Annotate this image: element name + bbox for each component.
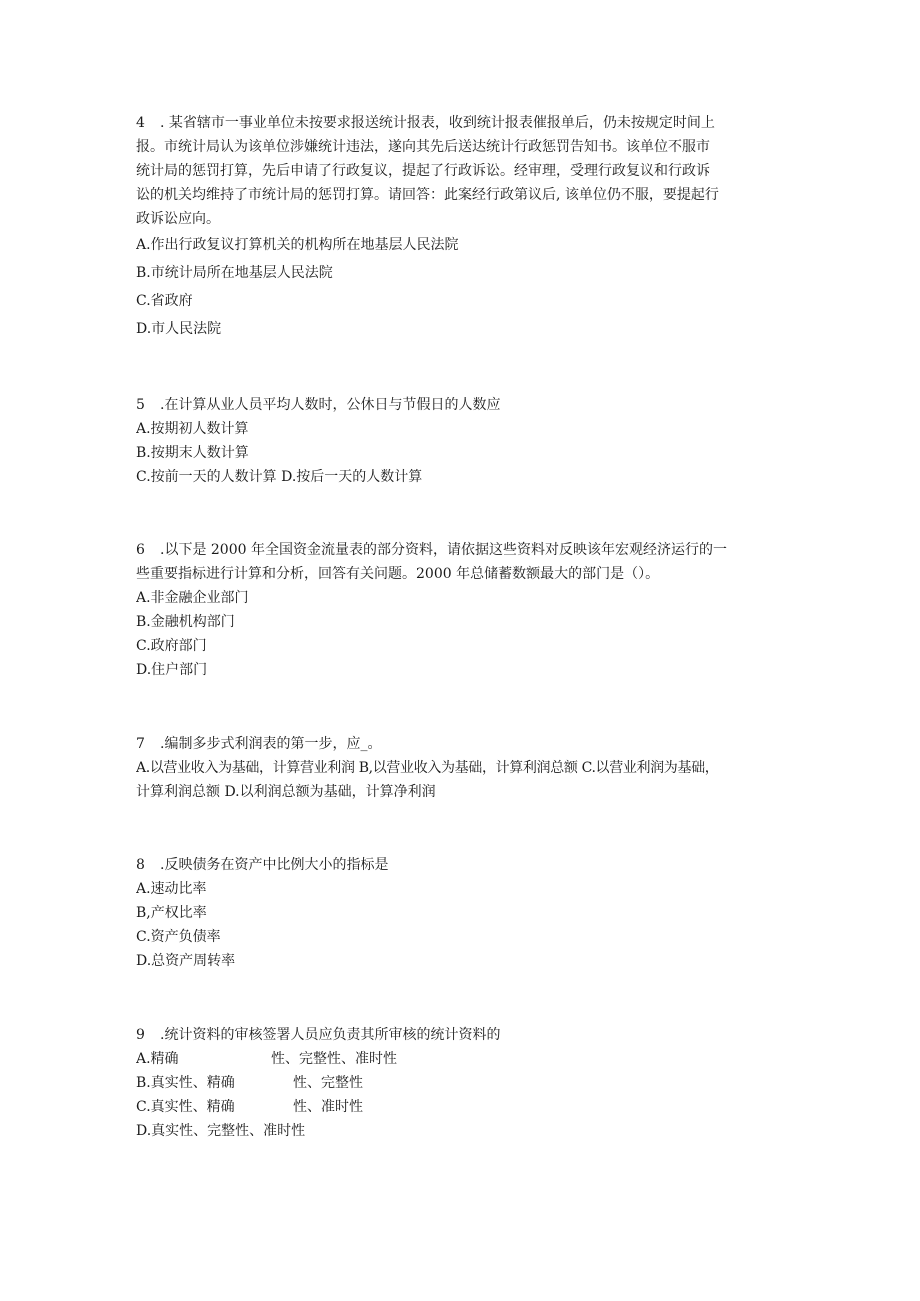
option-a: A.精确 性、完整性、准时性 xyxy=(136,1051,397,1067)
question-6 xyxy=(136,538,808,682)
option-c: C.真实性、精确 性、准时性 xyxy=(136,1099,363,1115)
option-line: A.以营业收入为基础，计算营业利润 B,以营业收入为基础，计算利润总额 C.以营业利润为基础， xyxy=(136,760,719,776)
option-d: D.市人民法院 xyxy=(136,321,222,337)
question-number: 5 xyxy=(136,397,145,413)
question-stem-line: 8 .反映债务在资产中比例大小的指标是 xyxy=(136,853,808,877)
option-b: B.按期末人数计算 xyxy=(136,445,249,461)
question-stem-line: 4 . 某省辖市一事业单位未按要求报送统计报表，收到统计报表催报单后，仍未按规定时间上 xyxy=(136,111,808,135)
question-number: 6 xyxy=(136,542,145,558)
option-c: C.资产负债率 xyxy=(136,929,221,945)
option-b: B.金融机构部门 xyxy=(136,614,235,630)
question-stem-line: 6 .以下是 2000 年全国资金流量表的部分资料，请依据这些资料对反映该年宏观经济运行的一 xyxy=(136,538,808,562)
question-stem-line: 讼的机关均维持了市统计局的惩罚打算。请回答：此案经行政第议后, 该单位仍不服，要提起行 xyxy=(136,187,719,203)
question-9 xyxy=(136,1023,808,1143)
question-number: 4 xyxy=(136,115,145,131)
question-7 xyxy=(136,732,808,804)
option-b: B.真实性、精确 性、完整性 xyxy=(136,1075,363,1091)
question-stem-line: 报。市统计局认为该单位涉嫌统计违法，遂向其先后送达统计行政惩罚告知书。该单位不服市 xyxy=(136,139,710,155)
option-d: D.总资产周转率 xyxy=(136,953,236,969)
question-8 xyxy=(136,853,808,973)
option-a: A.速动比率 xyxy=(136,881,207,897)
question-number: 7 xyxy=(136,736,145,752)
question-stem-line: 政诉讼应向。 xyxy=(136,211,220,227)
option-c-d: C.按前一天的人数计算 D.按后一天的人数计算 xyxy=(136,469,423,485)
question-4 xyxy=(136,111,808,343)
option-b: B.市统计局所在地基层人民法院 xyxy=(136,265,333,281)
question-stem-line: 5 .在计算从业人员平均人数时，公休日与节假日的人数应 xyxy=(136,393,808,417)
option-c: C.省政府 xyxy=(136,293,193,309)
option-d: D.真实性、完整性、准时性 xyxy=(136,1123,306,1139)
question-5 xyxy=(136,393,808,489)
question-stem-line: 9 .统计资料的审核签署人员应负责其所审核的统计资料的 xyxy=(136,1023,808,1047)
option-a: A.非金融企业部门 xyxy=(136,590,249,606)
option-line: 计算利润总额 D.以利润总额为基础，计算净利润 xyxy=(136,784,436,800)
option-a: A.作出行政复议打算机关的机构所在地基层人民法院 xyxy=(136,237,459,253)
option-d: D.住户部门 xyxy=(136,662,208,678)
question-stem-line: 统计局的惩罚打算，先后申请了行政复议，提起了行政诉讼。经审理，受理行政复议和行政诉 xyxy=(136,163,710,179)
question-number: 8 xyxy=(136,857,145,873)
option-c: C.政府部门 xyxy=(136,638,207,654)
question-number: 9 xyxy=(136,1027,145,1043)
option-a: A.按期初人数计算 xyxy=(136,421,249,437)
question-stem-line: 些重要指标进行计算和分析，回答有关问题。2000 年总储蓄数额最大的部门是（）。 xyxy=(136,566,660,582)
option-b: B,产权比率 xyxy=(136,905,207,921)
question-stem-line: 7 .编制多步式利润表的第一步，应_。 xyxy=(136,732,808,756)
